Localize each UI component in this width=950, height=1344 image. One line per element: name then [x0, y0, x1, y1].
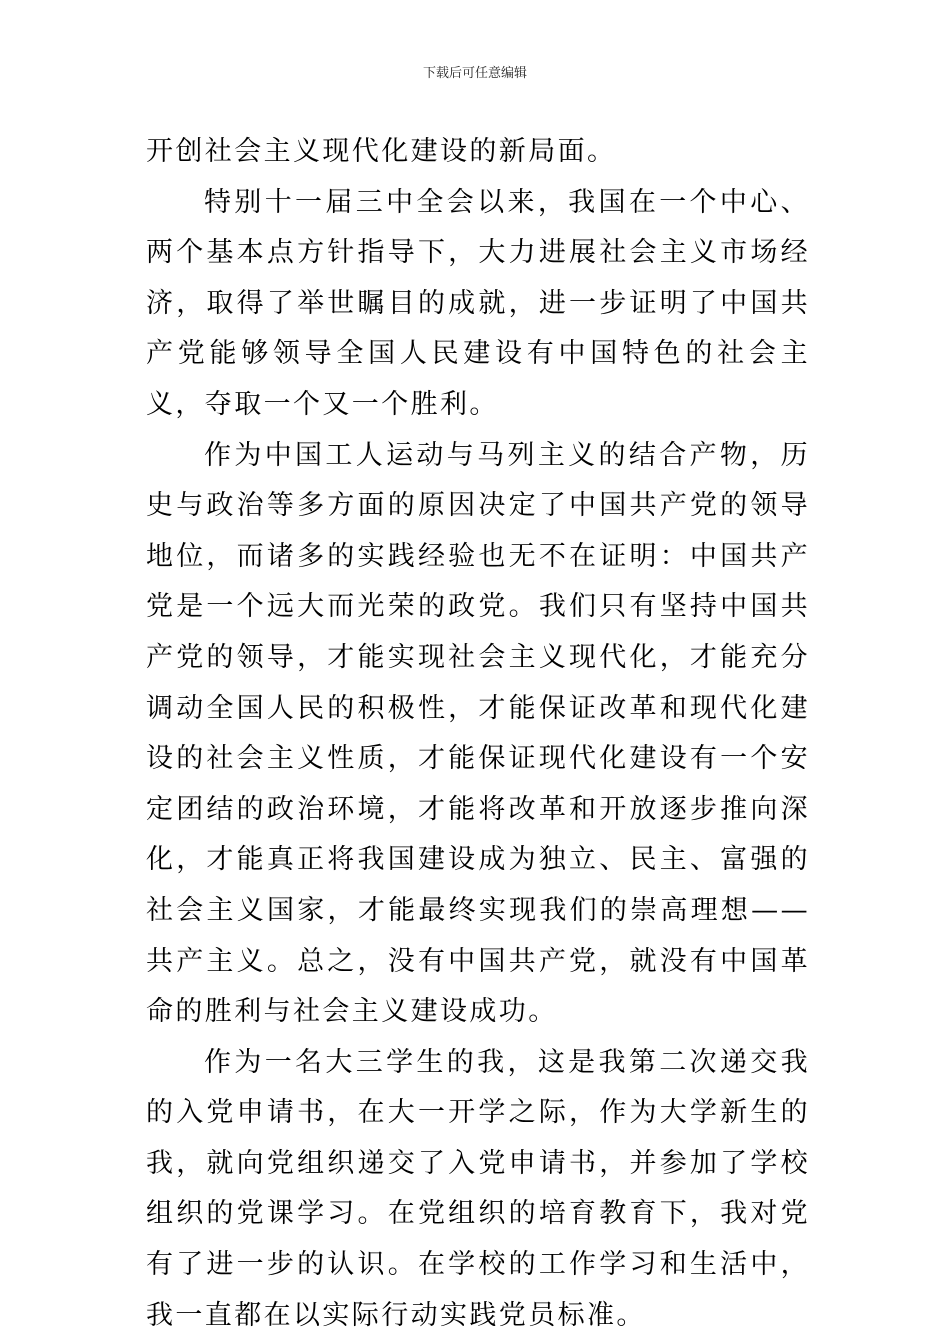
document-body	[146, 127, 810, 1341]
paragraph: 特别十一届三中全会以来，我国在一个中心、两个基本点方针指导下，大力进展社会主义市场经济，取得了举世瞩目的成就，进一步证明了中国共产党能够领导全国人民建设有中国特色的社会主义，夺取一个又一个胜利。	[146, 186, 810, 420]
paragraph: 作为一名大三学生的我，这是我第二次递交我的入党申请书，在大一开学之际，作为大学新生的我，就向党组织递交了入党申请书，并参加了学校组织的党课学习。在党组织的培育教育下，我对党有了进一步的认识。在学校的工作学习和生活中，我一直都在以实际行动实践党员标准。	[146, 1046, 810, 1331]
paragraph-continuation: 开创社会主义现代化建设的新局面。	[146, 136, 617, 167]
paragraph: 作为中国工人运动与马列主义的结合产物，历史与政治等多方面的原因决定了中国共产党的领导地位，而诸多的实践经验也无不在证明：中国共产党是一个远大而光荣的政党。我们只有坚持中国共产党的领导，才能实现社会主义现代化，才能充分调动全国人民的积极性，才能保证改革和现代化建设的社会主义性质，才能保证现代化建设有一个安定团结的政治环境，才能将改革和开放逐步推向深化，才能真正将我国建设成为独立、民主、富强的社会主义国家，才能最终实现我们的崇高理想——共产主义。总之，没有中国共产党，就没有中国革命的胜利与社会主义建设成功。	[146, 439, 810, 1028]
page-header-note: 下载后可任意编辑	[422, 66, 527, 81]
